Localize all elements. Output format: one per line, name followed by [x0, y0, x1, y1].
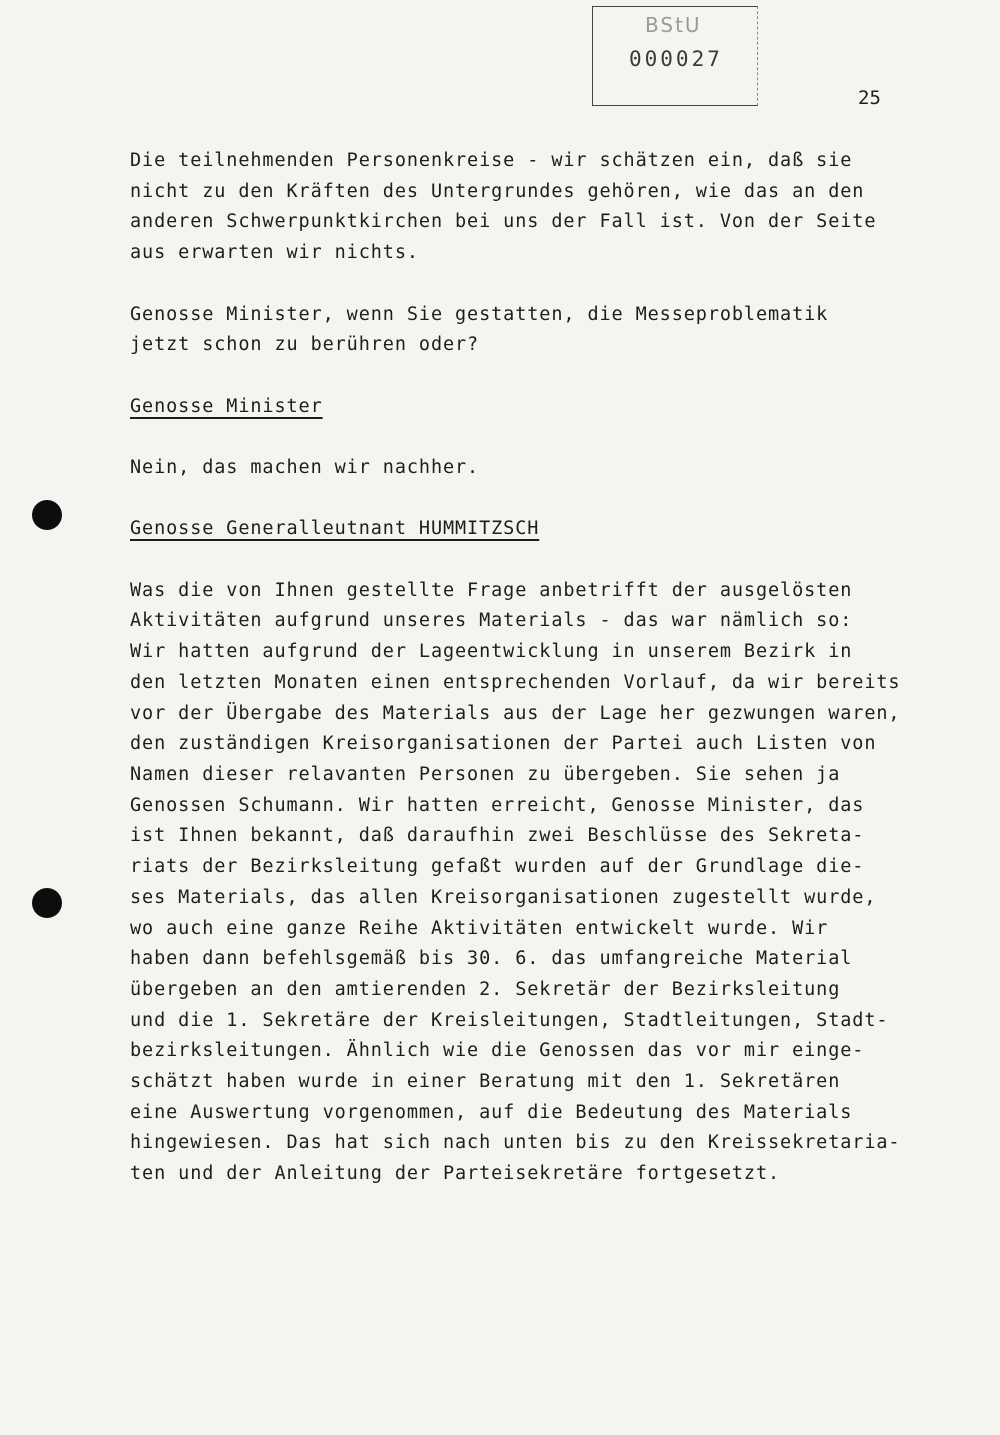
- speaker-name: Genosse Generalleutnant HUMMITZSCH: [130, 518, 540, 540]
- text-line: haben dann befehlsgemäß bis 30. 6. das umfangreiche Material: [130, 948, 853, 970]
- text-line: schätzt haben wurde in einer Beratung mit den 1. Sekretären: [130, 1071, 841, 1093]
- text-line: den zuständigen Kreisorganisationen der Partei auch Listen von: [130, 733, 877, 755]
- speaker-heading-minister: [130, 392, 930, 423]
- paragraph-reply: [130, 453, 930, 484]
- text-line: übergeben an den amtierenden 2. Sekretär der Bezirksleitung: [130, 978, 841, 1000]
- text-line: Genossen Schumann. Wir hatten erreicht, Genosse Minister, das: [130, 794, 865, 816]
- text-line: Genosse Minister, wenn Sie gestatten, die Messeproblematik: [130, 303, 829, 325]
- text-line: Aktivitäten aufgrund unseres Materials - das war nämlich so:: [130, 610, 853, 632]
- text-line: Was die von Ihnen gestellte Frage anbetrifft der ausgelösten: [130, 579, 853, 601]
- text-line: ses Materials, das allen Kreisorganisationen zugestellt wurde,: [130, 886, 877, 908]
- paragraph-question: [130, 300, 930, 361]
- text-line: riats der Bezirksleitung gefaßt wurden auf der Grundlage die-: [130, 856, 865, 878]
- text-line: wo auch eine ganze Reihe Aktivitäten entwickelt wurde. Wir: [130, 917, 829, 939]
- text-line: und die 1. Sekretäre der Kreisleitungen, Stadtleitungen, Stadt-: [130, 1009, 889, 1031]
- text-line: vor der Übergabe des Materials aus der Lage her gezwungen waren,: [130, 702, 901, 724]
- text-line: nicht zu den Kräften des Untergrundes gehören, wie das an den: [130, 180, 865, 202]
- text-line: hingewiesen. Das hat sich nach unten bis zu den Kreissekretaria-: [130, 1132, 901, 1154]
- paragraph-intro: [130, 146, 930, 269]
- document-body: [130, 146, 930, 1221]
- text-line: ist Ihnen bekannt, daß daraufhin zwei Beschlüsse des Sekreta-: [130, 825, 865, 847]
- speaker-name: Genosse Minister: [130, 395, 323, 417]
- paragraph-statement: [130, 576, 930, 1190]
- speaker-heading-hummitzsch: [130, 514, 930, 545]
- text-line: Namen dieser relavanten Personen zu übergeben. Sie sehen ja: [130, 763, 841, 785]
- text-line: Nein, das machen wir nachher.: [130, 456, 480, 478]
- text-line: Die teilnehmenden Personenkreise - wir schätzen ein, daß sie: [130, 150, 853, 171]
- text-line: jetzt schon zu berühren oder?: [130, 334, 480, 356]
- text-line: eine Auswertung vorgenommen, auf die Bedeutung des Materials: [130, 1101, 853, 1123]
- text-line: aus erwarten wir nichts.: [130, 242, 419, 264]
- page-number: 25: [858, 87, 881, 109]
- punch-hole-bottom: [32, 888, 62, 918]
- archive-stamp: [592, 6, 758, 106]
- punch-hole-top: [32, 500, 62, 530]
- text-line: Wir hatten aufgrund der Lageentwicklung in unserem Bezirk in: [130, 641, 853, 663]
- text-line: den letzten Monaten einen entsprechenden Vorlauf, da wir bereits: [130, 671, 901, 693]
- stamp-agency: BStU: [645, 13, 702, 37]
- text-line: anderen Schwerpunktkirchen bei uns der Fall ist. Von der Seite: [130, 211, 877, 233]
- text-line: ten und der Anleitung der Parteisekretäre fortgesetzt.: [130, 1163, 781, 1185]
- stamp-number: 000027: [629, 47, 723, 71]
- text-line: bezirksleitungen. Ähnlich wie die Genossen das vor mir einge-: [130, 1040, 865, 1062]
